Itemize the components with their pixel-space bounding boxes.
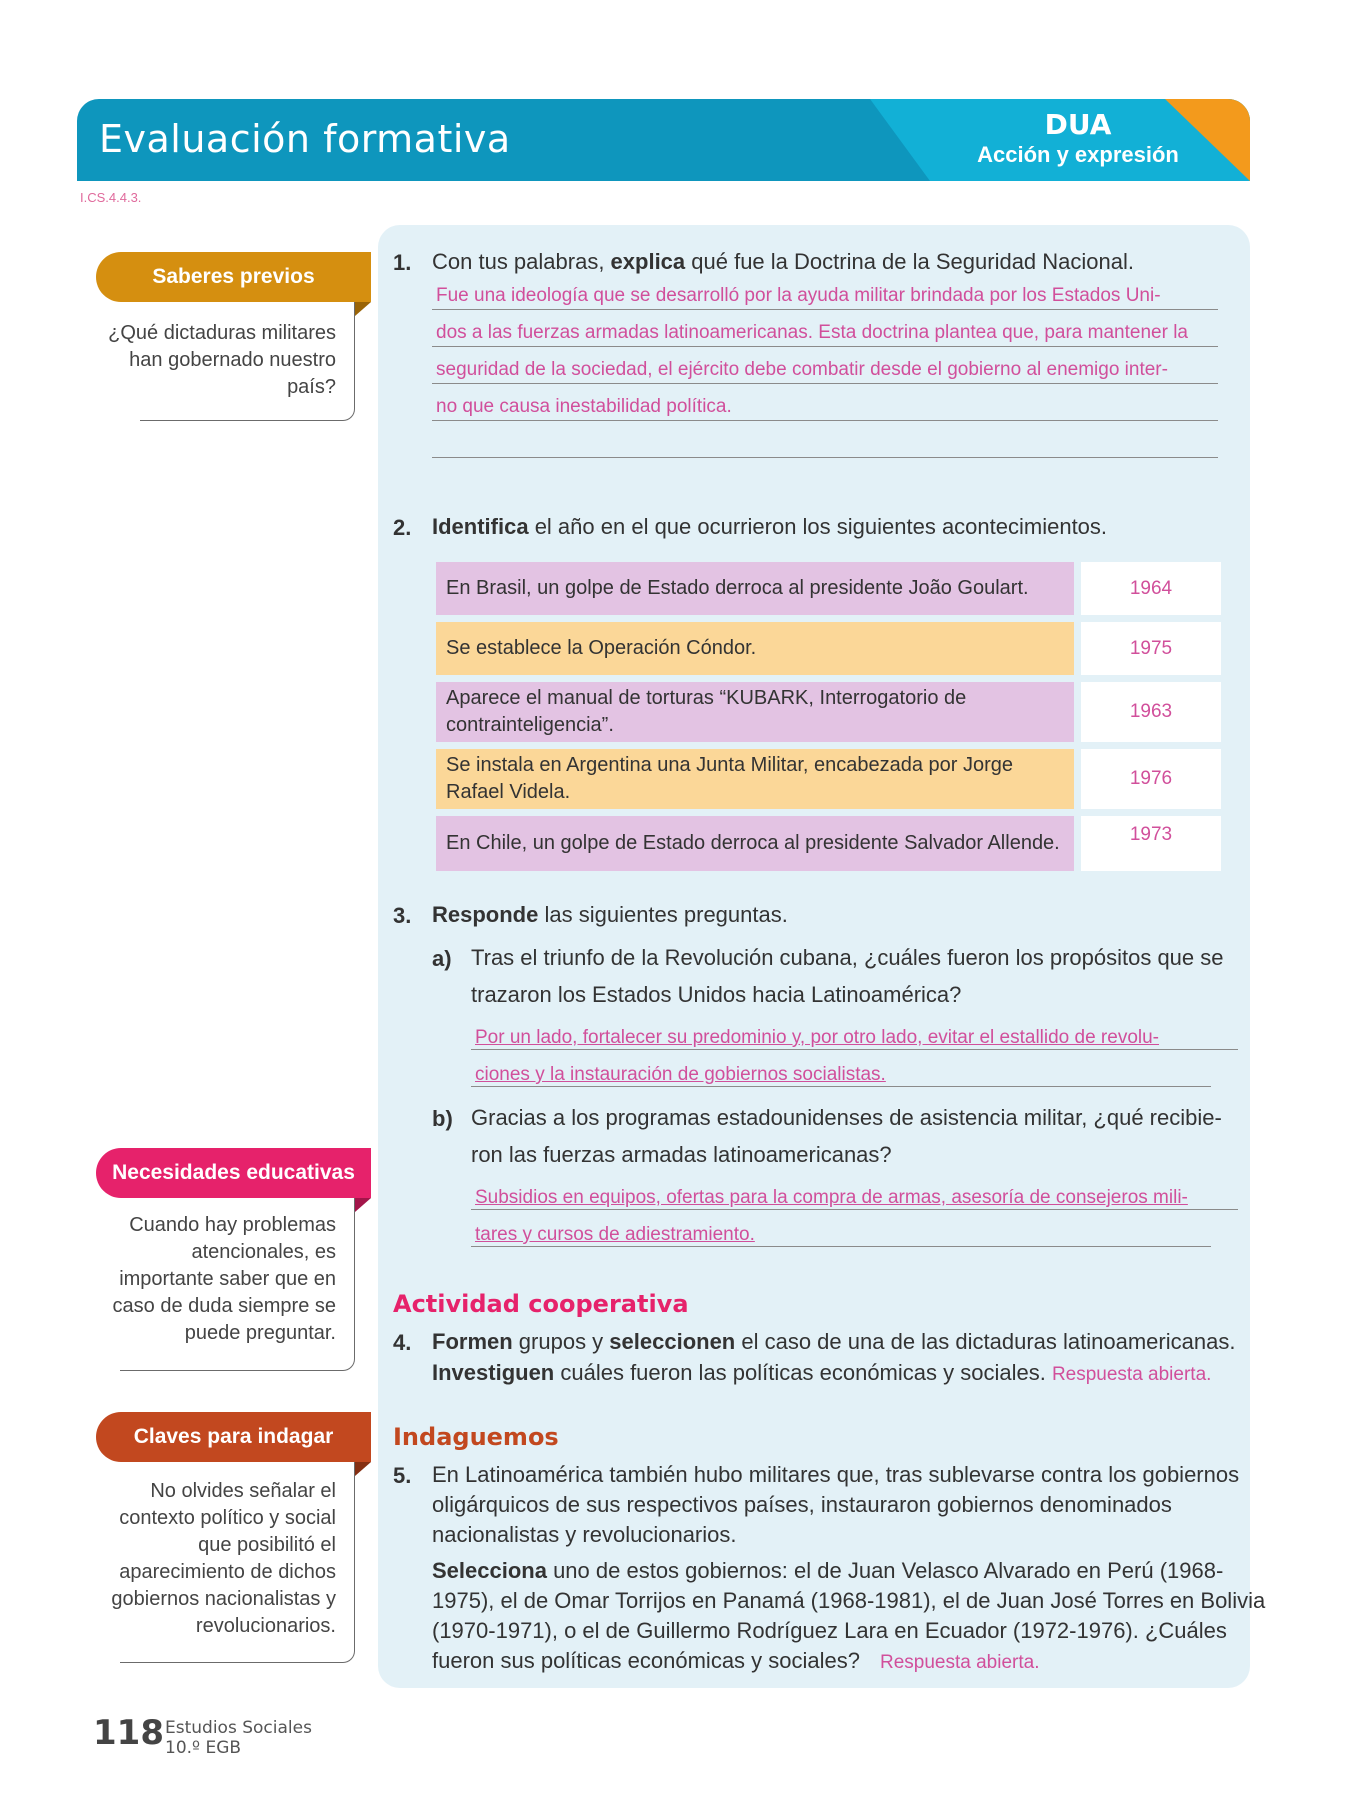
answer-line bbox=[432, 457, 1218, 458]
year-cell: 1976 bbox=[1081, 749, 1221, 809]
subquestion-a-text: Tras el triunfo de la Revolución cubana, ¿cuáles fueron los propósitos que se bbox=[471, 945, 1224, 970]
answer-line bbox=[432, 346, 1218, 347]
saberes-previos-tag: Saberes previos bbox=[96, 252, 371, 302]
subquestion-label: b) bbox=[432, 1106, 453, 1131]
saberes-previos-text: ¿Qué dictaduras militares han gobernado nuestro país? bbox=[108, 322, 336, 398]
year-cell: 1964 bbox=[1081, 562, 1221, 615]
question-number: 1. bbox=[393, 250, 412, 275]
answer-text: no que causa inestabilidad política. bbox=[436, 396, 732, 417]
year-cell: 1975 bbox=[1081, 622, 1221, 675]
question-1-text: Con tus palabras, explica qué fue la Doctrina de la Seguridad Nacional. bbox=[432, 249, 1134, 274]
answer-text: ciones y la instauración de gobiernos socialistas. bbox=[475, 1064, 886, 1085]
answer-text: tares y cursos de adiestramiento. bbox=[475, 1224, 755, 1245]
answer-line bbox=[432, 309, 1218, 310]
answer-text: Subsidios en equipos, ofertas para la compra de armas, asesoría de consejeros mili- bbox=[475, 1187, 1188, 1208]
tag-fold bbox=[355, 302, 371, 316]
claves-para-indagar-text: No olvides señalar el contexto político y social que posibilitó el aparecimiento de dichos gobiernos nacionalistas y revolucionarios. bbox=[111, 1480, 336, 1637]
question-5-text: Selecciona uno de estos gobiernos: el de Juan Velasco Alvarado en Perú (1968- bbox=[432, 1558, 1224, 1583]
year-cell: 1963 bbox=[1081, 682, 1221, 742]
page-title: Evaluación formativa bbox=[99, 117, 511, 161]
event-cell: Se instala en Argentina una Junta Militar, encabezada por Jorge Rafael Videla. bbox=[436, 749, 1074, 809]
event-cell: Aparece el manual de torturas “KUBARK, Interrogatorio de contrainteligencia”. bbox=[436, 682, 1074, 742]
question-number: 3. bbox=[393, 903, 412, 928]
answer-text: Por un lado, fortalecer su predominio y, por otro lado, evitar el estallido de revolu- bbox=[475, 1027, 1160, 1048]
answer-text: dos a las fuerzas armadas latinoamericanas. Esta doctrina plantea que, para mantener la bbox=[436, 322, 1188, 343]
question-5-text: oligárquicos de sus respectivos países, instauraron gobiernos denominados bbox=[432, 1492, 1172, 1517]
answer-line bbox=[432, 383, 1218, 384]
question-5-text: nacionalistas y revolucionarios. bbox=[432, 1522, 737, 1547]
question-number: 2. bbox=[393, 515, 412, 540]
dua-badge bbox=[968, 109, 1188, 169]
subquestion-b-text: Gracias a los programas estadounidenses de asistencia militar, ¿qué recibie- bbox=[471, 1105, 1222, 1130]
question-3-text: Responde las siguientes preguntas. bbox=[432, 902, 788, 927]
subject-name: Estudios Sociales bbox=[165, 1718, 312, 1738]
footer-subject bbox=[165, 1718, 312, 1758]
answer-line bbox=[432, 420, 1218, 421]
question-4-text: Investiguen cuáles fueron las políticas económicas y sociales. Respuesta abierta. bbox=[432, 1360, 1212, 1385]
answer-line bbox=[471, 1086, 1211, 1087]
event-cell: Se establece la Operación Cóndor. bbox=[436, 622, 1074, 675]
question-5-text: 1975), el de Omar Torrijos en Panamá (1968-1981), el de Juan José Torres en Bolivia bbox=[432, 1588, 1266, 1613]
necesidades-educativas-tag: Necesidades educativas bbox=[96, 1148, 371, 1198]
year-cell: 1973 bbox=[1081, 816, 1221, 871]
answer-line bbox=[471, 1049, 1238, 1050]
section-title-cooperativa: Actividad cooperativa bbox=[393, 1290, 689, 1318]
tag-fold bbox=[355, 1198, 371, 1212]
necesidades-educativas-text: Cuando hay problemas atencionales, es importante saber que en caso de duda siempre se puede preguntar. bbox=[112, 1214, 336, 1344]
event-cell: En Brasil, un golpe de Estado derroca al presidente João Goulart. bbox=[436, 562, 1074, 615]
question-5-text: (1970-1971), o el de Guillermo Rodríguez Lara en Ecuador (1972-1976). ¿Cuáles bbox=[432, 1618, 1227, 1643]
section-title-indaguemos: Indaguemos bbox=[393, 1423, 559, 1451]
indicator-code: I.CS.4.4.3. bbox=[80, 190, 142, 205]
answer-text: Fue una ideología que se desarrolló por la ayuda militar brindada por los Estados Uni- bbox=[436, 285, 1161, 306]
subquestion-b-text: ron las fuerzas armadas latinoamericanas? bbox=[471, 1142, 892, 1167]
question-number: 4. bbox=[393, 1330, 412, 1355]
question-5-text: fueron sus políticas económicas y sociales? Respuesta abierta. bbox=[432, 1648, 1040, 1673]
grade-level: 10.º EGB bbox=[165, 1738, 242, 1758]
dua-subtitle: Acción y expresión bbox=[977, 142, 1179, 167]
header-banner bbox=[77, 99, 1250, 181]
claves-para-indagar-tag: Claves para indagar bbox=[96, 1412, 371, 1462]
event-cell: En Chile, un golpe de Estado derroca al presidente Salvador Allende. bbox=[436, 816, 1074, 871]
answer-line bbox=[471, 1209, 1238, 1210]
question-5-text: En Latinoamérica también hubo militares que, tras sublevarse contra los gobiernos bbox=[432, 1462, 1240, 1487]
tag-fold bbox=[355, 1462, 371, 1476]
question-number: 5. bbox=[393, 1463, 412, 1488]
page-number: 118 bbox=[93, 1713, 164, 1753]
question-2-text: Identifica el año en el que ocurrieron los siguientes acontecimientos. bbox=[432, 514, 1108, 539]
subquestion-label: a) bbox=[432, 946, 452, 971]
question-4-text: Formen grupos y seleccionen el caso de una de las dictaduras latinoamericanas. bbox=[432, 1329, 1236, 1354]
answer-line bbox=[471, 1246, 1211, 1247]
dua-title: DUA bbox=[1044, 108, 1112, 141]
subquestion-a-text: trazaron los Estados Unidos hacia Latinoamérica? bbox=[471, 982, 962, 1007]
answer-text: seguridad de la sociedad, el ejército debe combatir desde el gobierno al enemigo inter- bbox=[436, 359, 1168, 380]
